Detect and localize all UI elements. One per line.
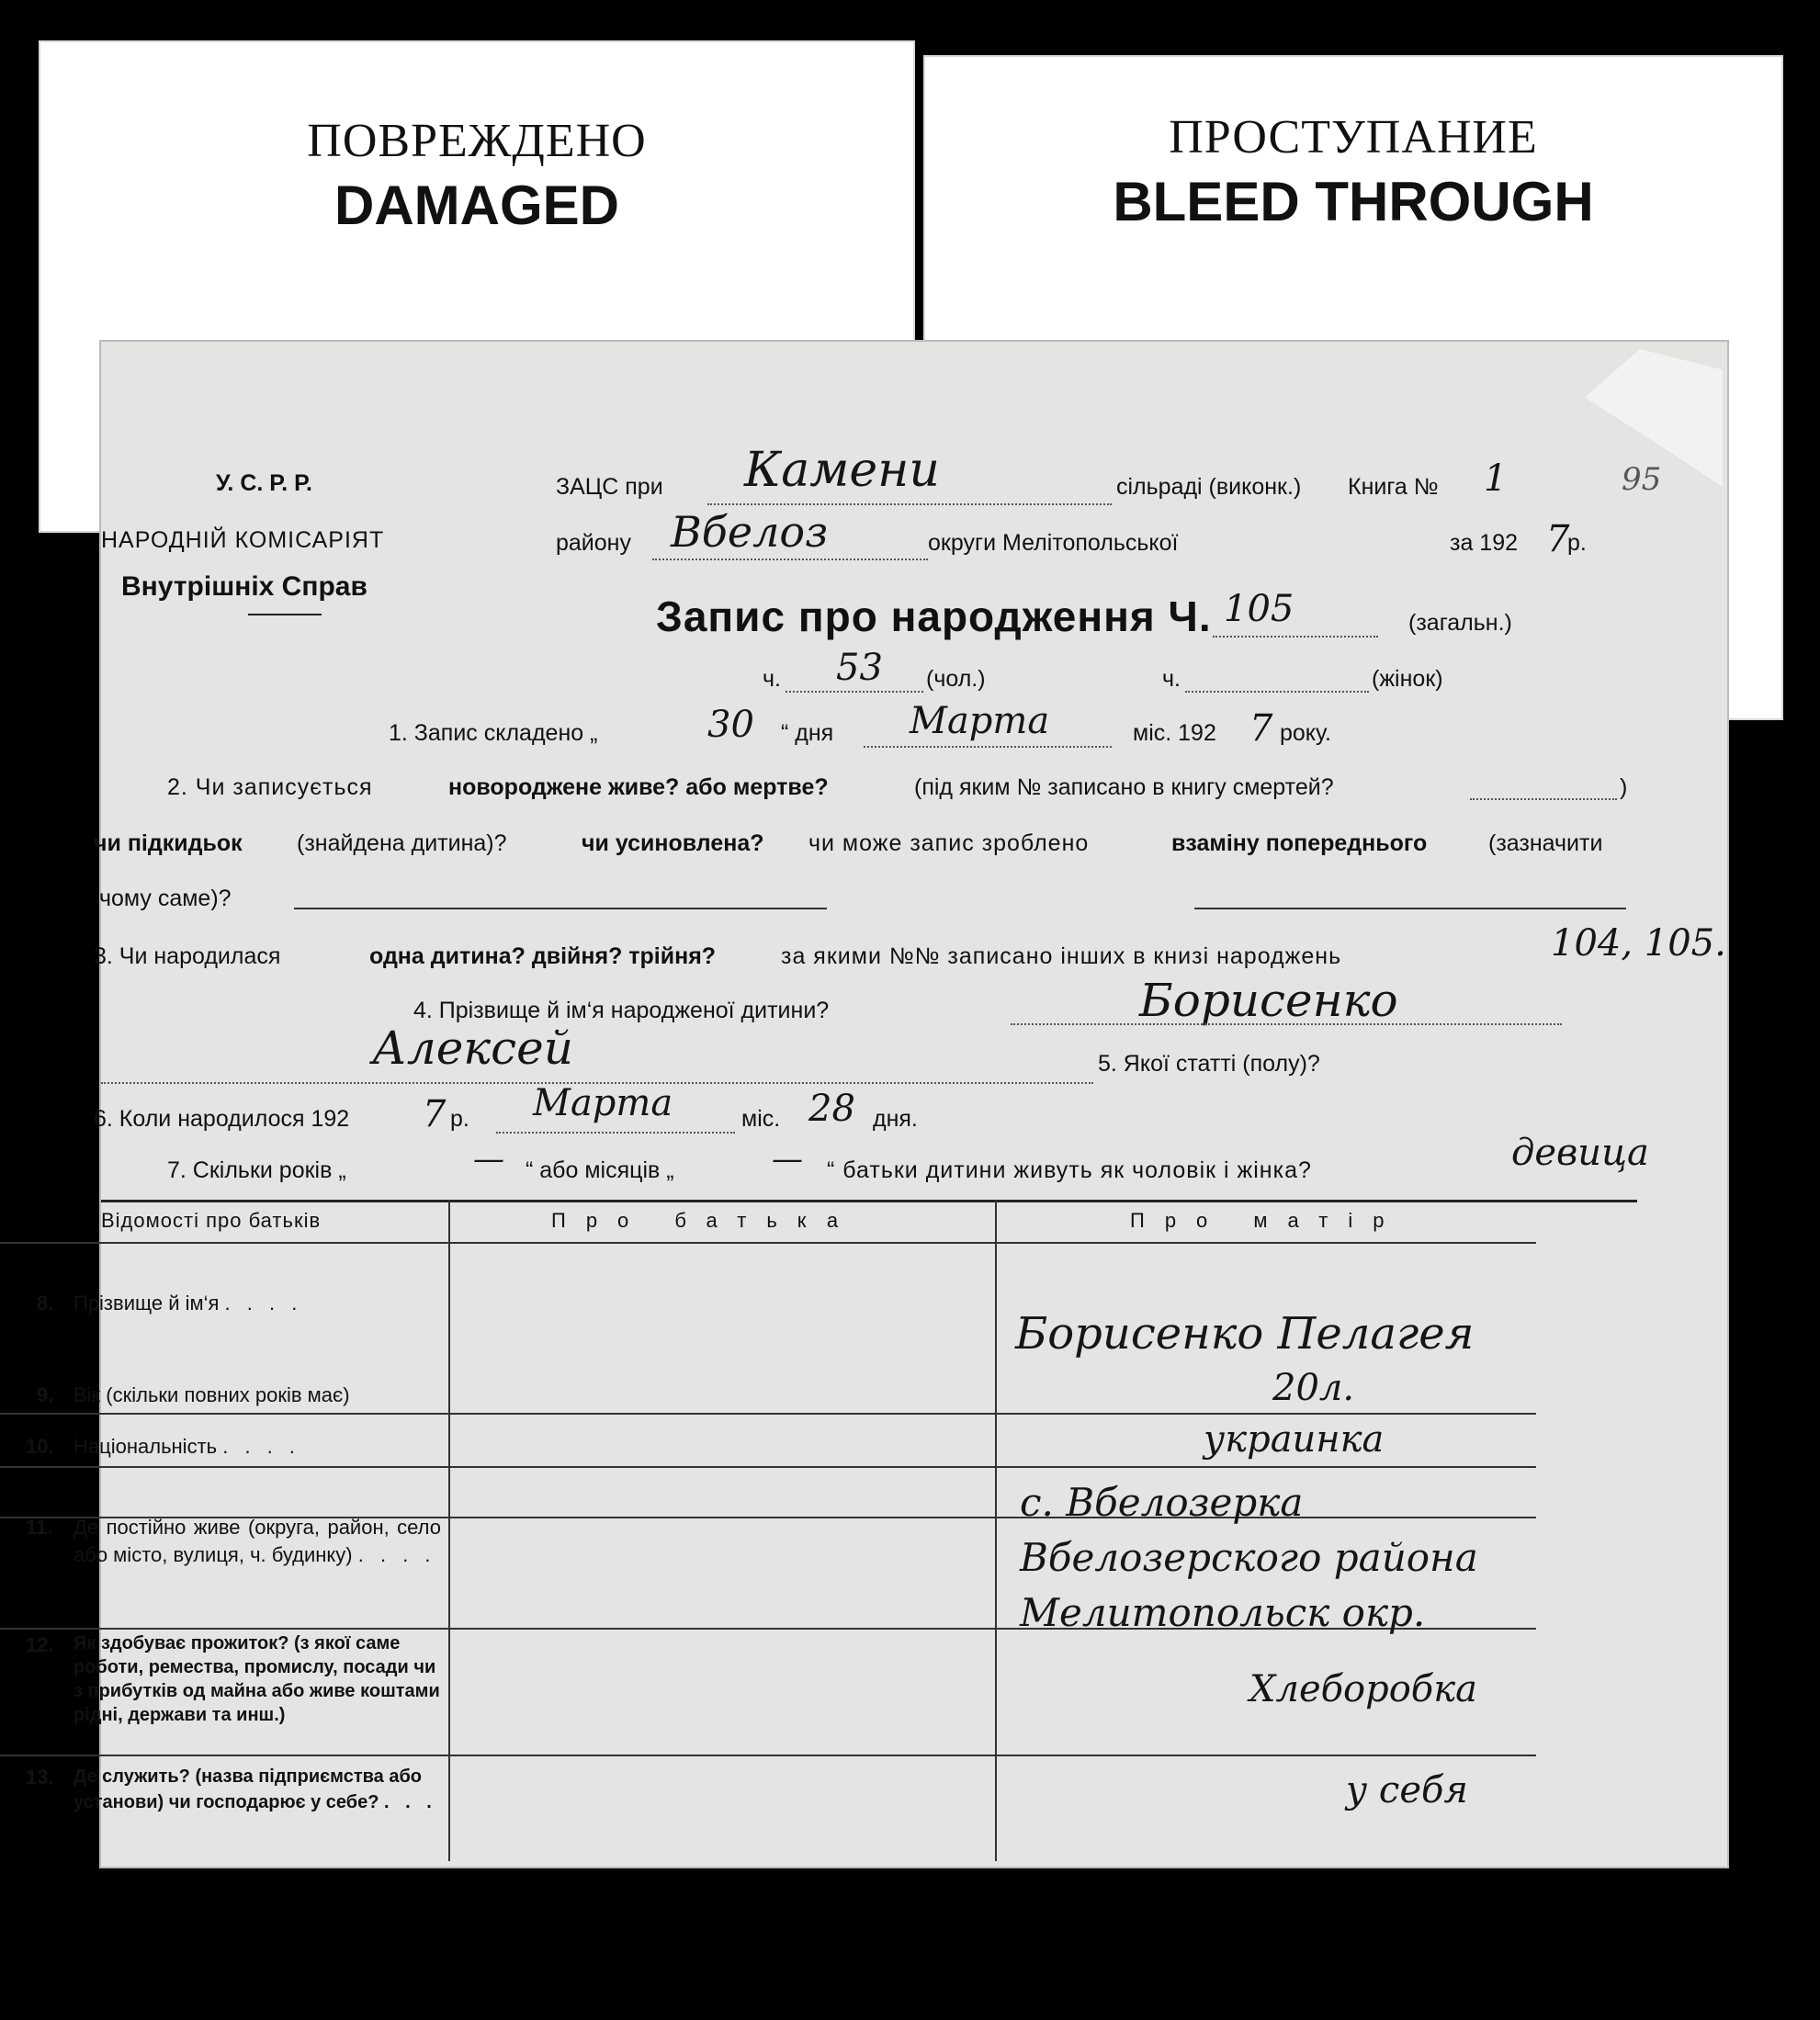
item7-months: —	[772, 1141, 803, 1178]
row8-number: 8.	[37, 1292, 54, 1315]
row13-label-text: Де служить? (назва підприємства або установи) чи господарює у себе?	[73, 1766, 423, 1812]
bleed-label-ru: ПРОСТУПАНИЕ	[1169, 111, 1538, 164]
row12-label: Як здобуває прожиток? (з якої саме роботи, ремества, промислу, посади чи з прибутків од майна або живе коштами рідні, держави та инш.)	[73, 1633, 440, 1725]
male-count: 53	[836, 647, 883, 689]
row13-number: 13.	[26, 1766, 54, 1789]
ussr-heading: У. С. Р. Р.	[216, 470, 312, 496]
item1-end: року.	[1280, 720, 1331, 746]
item3-a: 3. Чи народилася	[94, 943, 281, 969]
record-number: 105	[1224, 588, 1294, 630]
row10-label	[73, 1433, 432, 1461]
row9-number: 9.	[37, 1383, 54, 1406]
row11-label	[73, 1514, 441, 1569]
item3-b: одна дитина? двійня? трійня?	[369, 943, 717, 969]
row12-number: 12.	[26, 1633, 54, 1656]
row11-dots: . . . .	[357, 1543, 436, 1566]
item2-line-b	[1194, 908, 1626, 909]
female-underline	[1185, 691, 1369, 693]
item5-label: 5. Якої статті (полу)?	[1098, 1051, 1320, 1077]
item2-specify: (зазначити	[1488, 830, 1603, 856]
item6-b: р.	[450, 1106, 469, 1132]
male-ch-label: ч.	[763, 666, 781, 692]
record-number-underline	[1213, 636, 1378, 638]
row-divider	[0, 1466, 1536, 1468]
item6-c: міс.	[741, 1106, 781, 1132]
mother-occupation: Хлеборобка	[1249, 1668, 1477, 1710]
row10-dots: . . . .	[222, 1435, 301, 1458]
column-divider	[995, 1200, 997, 1861]
female-label: (жінок)	[1372, 666, 1443, 692]
row8-dots: . . . .	[224, 1292, 303, 1315]
item2-a: 2. Чи записується	[167, 774, 373, 800]
parents-table	[0, 1200, 1536, 1861]
row8-label-text: Прізвище й ім‘я	[73, 1292, 220, 1315]
item2-replacement: взаміну попереднього	[1171, 830, 1428, 856]
row10-number: 10.	[26, 1435, 54, 1458]
archive-page-number: 95	[1622, 461, 1662, 498]
male-underline	[786, 691, 923, 693]
okrug-label: округи Мелітопольської	[928, 530, 1179, 556]
item7-b: “ або місяців „	[526, 1157, 674, 1183]
item6-year-digit: 7	[423, 1093, 447, 1135]
general-label: (загальн.)	[1408, 610, 1512, 636]
mother-workplace: у себя	[1346, 1769, 1468, 1811]
item2-b: новороджене живе? або мертве?	[448, 774, 829, 800]
item2-line-a	[294, 908, 827, 909]
item1-month: Марта	[910, 700, 1050, 742]
row10-label-text: Національність	[73, 1435, 218, 1458]
district-underline	[652, 559, 928, 560]
zags-council-value: Камени	[744, 443, 940, 498]
item2-underline	[1470, 798, 1617, 800]
item1-month-underline	[864, 746, 1112, 748]
item6-day: 28	[808, 1088, 855, 1130]
item2-c: (під яким № записано в книгу смертей?	[914, 774, 1334, 800]
item1-day: 30	[707, 704, 754, 746]
item1-mid: міс. 192	[1133, 720, 1216, 746]
row11-number: 11.	[26, 1516, 53, 1539]
row13-label	[73, 1764, 441, 1815]
row8-label	[73, 1290, 432, 1317]
item2-foundling: чи підкидьок	[94, 830, 243, 856]
row-divider	[0, 1413, 1536, 1415]
item4-underline	[1011, 1023, 1562, 1025]
damaged-label-ru: ПОВРЕЖДЕНО	[307, 115, 647, 167]
zags-prefix: ЗАЦС при	[556, 474, 663, 500]
child-surname: Борисенко	[1139, 974, 1398, 1027]
item7-value: девица	[1511, 1132, 1649, 1174]
district-label: району	[556, 530, 631, 556]
male-label: (чол.)	[926, 666, 986, 692]
book-value: 1	[1484, 457, 1508, 500]
item2-why: чому саме)?	[99, 886, 232, 911]
item2-d: )	[1620, 774, 1628, 800]
item7-years: —	[473, 1141, 504, 1178]
item6-month-underline	[496, 1132, 735, 1134]
year-label: за 192	[1450, 530, 1519, 556]
column-divider	[448, 1200, 450, 1861]
child-name: Алексей	[372, 1021, 573, 1075]
zags-underline	[707, 503, 1112, 505]
column-header-info: Відомості про батьків	[101, 1209, 322, 1232]
column-header-mother: Про матір	[1130, 1209, 1405, 1232]
record-title: Запис про народження Ч.	[656, 592, 1212, 640]
commissariat-heading: НАРОДНІЙ КОМІСАРІЯТ	[101, 527, 385, 553]
item1-year-digit: 7	[1249, 707, 1273, 750]
row13-dots: . . .	[384, 1792, 437, 1812]
mother-age: 20л.	[1272, 1367, 1355, 1409]
item7-a: 7. Скільки років „	[167, 1157, 346, 1183]
item1-prefix: 1. Запис складено „	[389, 720, 598, 746]
item7-c: “ батьки дитини живуть як чоловік і жінка?	[827, 1157, 1312, 1183]
bleed-label-en: BLEED THROUGH	[1113, 171, 1594, 232]
mother-nationality: украинка	[1204, 1418, 1385, 1461]
item6-a: 6. Коли народилося 192	[94, 1106, 350, 1132]
item1-day-suffix: “ дня	[781, 720, 834, 746]
year-suffix: р.	[1567, 530, 1587, 556]
item3-c: за якими №№ записано інших в книзі народжень	[781, 943, 1342, 969]
item4-label: 4. Прізвище й ім‘я народженої дитини?	[413, 998, 830, 1023]
mother-residence: с. Вбелозерка Вбелозерского района Мелитопольск окр.	[1020, 1480, 1478, 1635]
mother-name: Борисенко Пелагея	[1015, 1308, 1475, 1360]
row11-label-text: Де постійно живе (округа, район, село або місто, вулиця, ч. будинку)	[73, 1516, 441, 1566]
item6-d: дня.	[873, 1106, 918, 1132]
zags-suffix: сільраді (виконк.)	[1116, 474, 1302, 500]
district-value: Вбелоз	[671, 507, 829, 557]
column-header-father: Про батька	[551, 1209, 859, 1232]
item2-found-child: (знайдена дитина)?	[297, 830, 507, 856]
row-divider	[0, 1755, 1536, 1756]
item6-month: Марта	[533, 1082, 673, 1124]
heading-underline	[248, 614, 322, 615]
damaged-label-en: DAMAGED	[334, 175, 619, 236]
item3-value: 104, 105.	[1551, 922, 1726, 965]
book-label: Книга №	[1348, 474, 1439, 500]
internal-affairs-heading: Внутрішніх Справ	[121, 571, 367, 602]
table-header-rule	[0, 1242, 1536, 1244]
item2-may-be: чи може запис зроблено	[808, 830, 1090, 856]
item2-adopted: чи усиновлена?	[582, 830, 764, 856]
year-digit: 7	[1546, 518, 1570, 560]
female-ch-label: ч.	[1162, 666, 1181, 692]
row9-label: Вік (скільки повних років має)	[73, 1383, 350, 1406]
